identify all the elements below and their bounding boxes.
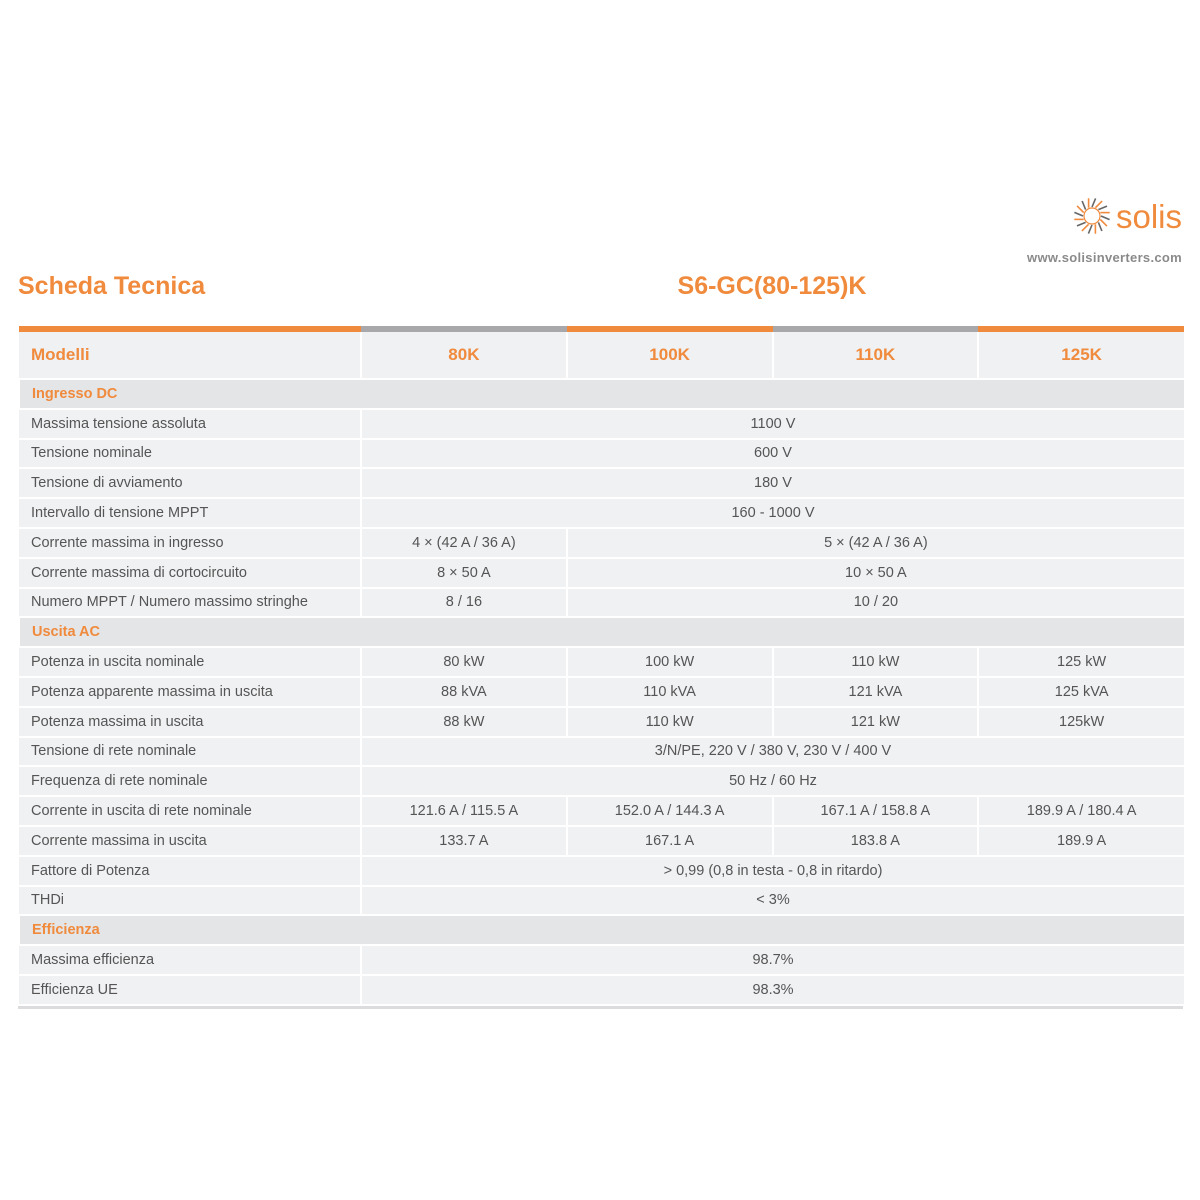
row-value: 100 kW xyxy=(567,647,773,677)
section-header-row xyxy=(19,915,1184,945)
table-row xyxy=(19,588,1184,618)
table-row xyxy=(19,975,1184,1005)
row-value: < 3% xyxy=(361,886,1184,916)
row-value: 121.6 A / 115.5 A xyxy=(361,796,567,826)
row-value: 180 V xyxy=(361,468,1184,498)
row-value: 167.1 A / 158.8 A xyxy=(773,796,979,826)
row-label: Potenza apparente massima in uscita xyxy=(19,677,361,707)
row-value: 110 kW xyxy=(773,647,979,677)
row-value: 152.0 A / 144.3 A xyxy=(567,796,773,826)
table-row xyxy=(19,677,1184,707)
table-row xyxy=(19,558,1184,588)
model-header: 100K xyxy=(567,332,773,379)
row-label: Massima efficienza xyxy=(19,945,361,975)
row-value: 121 kVA xyxy=(773,677,979,707)
table-row xyxy=(19,945,1184,975)
table-row xyxy=(19,409,1184,439)
row-label: Efficienza UE xyxy=(19,975,361,1005)
row-label: Corrente in uscita di rete nominale xyxy=(19,796,361,826)
row-value: 10 / 20 xyxy=(567,588,1184,618)
table-row xyxy=(19,766,1184,796)
table-row xyxy=(19,737,1184,767)
row-value: 160 - 1000 V xyxy=(361,498,1184,528)
row-value: > 0,99 (0,8 in testa - 0,8 in ritardo) xyxy=(361,856,1184,886)
row-label: Fattore di Potenza xyxy=(19,856,361,886)
model-header: 80K xyxy=(361,332,567,379)
table-row xyxy=(19,886,1184,916)
table-header-row xyxy=(19,332,1184,379)
row-value: 125 kVA xyxy=(978,677,1184,707)
row-value: 600 V xyxy=(361,439,1184,469)
table-row xyxy=(19,528,1184,558)
row-value: 80 kW xyxy=(361,647,567,677)
model-title: S6-GC(80-125)K xyxy=(677,272,867,300)
logo-text: solis xyxy=(1115,197,1182,235)
table-bottom-line xyxy=(18,1006,1183,1009)
table-row xyxy=(19,856,1184,886)
model-header: 110K xyxy=(773,332,979,379)
row-value: 189.9 A / 180.4 A xyxy=(978,796,1184,826)
section-title: Efficienza xyxy=(19,915,1184,945)
section-title: Uscita AC xyxy=(19,617,1184,647)
row-label: Corrente massima in ingresso xyxy=(19,528,361,558)
row-label: Tensione di rete nominale xyxy=(19,737,361,767)
row-value: 98.3% xyxy=(361,975,1184,1005)
row-value: 8 × 50 A xyxy=(361,558,567,588)
table-row xyxy=(19,439,1184,469)
model-header: 125K xyxy=(978,332,1184,379)
row-label: Tensione di avviamento xyxy=(19,468,361,498)
table-row xyxy=(19,647,1184,677)
row-value: 110 kW xyxy=(567,707,773,737)
sun-logo-icon xyxy=(1072,196,1112,236)
section-header-row xyxy=(19,617,1184,647)
website-url: www.solisinverters.com xyxy=(1027,250,1182,265)
row-value: 98.7% xyxy=(361,945,1184,975)
row-value: 167.1 A xyxy=(567,826,773,856)
row-value: 189.9 A xyxy=(978,826,1184,856)
row-value: 88 kW xyxy=(361,707,567,737)
row-label: THDi xyxy=(19,886,361,916)
table-row xyxy=(19,826,1184,856)
row-value: 4 × (42 A / 36 A) xyxy=(361,528,567,558)
row-value: 133.7 A xyxy=(361,826,567,856)
row-label: Tensione nominale xyxy=(19,439,361,469)
page-title: Scheda Tecnica xyxy=(18,272,206,300)
row-value: 1100 V xyxy=(361,409,1184,439)
row-value: 50 Hz / 60 Hz xyxy=(361,766,1184,796)
header-label: Modelli xyxy=(19,332,361,379)
row-value: 88 kVA xyxy=(361,677,567,707)
row-label: Frequenza di rete nominale xyxy=(19,766,361,796)
table-row xyxy=(19,796,1184,826)
spec-table xyxy=(18,326,1184,1006)
row-label: Corrente massima di cortocircuito xyxy=(19,558,361,588)
table-row xyxy=(19,468,1184,498)
row-label: Massima tensione assoluta xyxy=(19,409,361,439)
row-label: Potenza massima in uscita xyxy=(19,707,361,737)
row-label: Potenza in uscita nominale xyxy=(19,647,361,677)
table-row xyxy=(19,707,1184,737)
row-label: Numero MPPT / Numero massimo stringhe xyxy=(19,588,361,618)
row-value: 125kW xyxy=(978,707,1184,737)
row-value: 5 × (42 A / 36 A) xyxy=(567,528,1184,558)
solis-logo xyxy=(1072,196,1182,236)
section-header-row xyxy=(19,379,1184,409)
row-value: 125 kW xyxy=(978,647,1184,677)
row-label: Corrente massima in uscita xyxy=(19,826,361,856)
row-value: 110 kVA xyxy=(567,677,773,707)
row-value: 8 / 16 xyxy=(361,588,567,618)
row-value: 10 × 50 A xyxy=(567,558,1184,588)
row-label: Intervallo di tensione MPPT xyxy=(19,498,361,528)
row-value: 183.8 A xyxy=(773,826,979,856)
table-row xyxy=(19,498,1184,528)
row-value: 121 kW xyxy=(773,707,979,737)
row-value: 3/N/PE, 220 V / 380 V, 230 V / 400 V xyxy=(361,737,1184,767)
section-title: Ingresso DC xyxy=(19,379,1184,409)
